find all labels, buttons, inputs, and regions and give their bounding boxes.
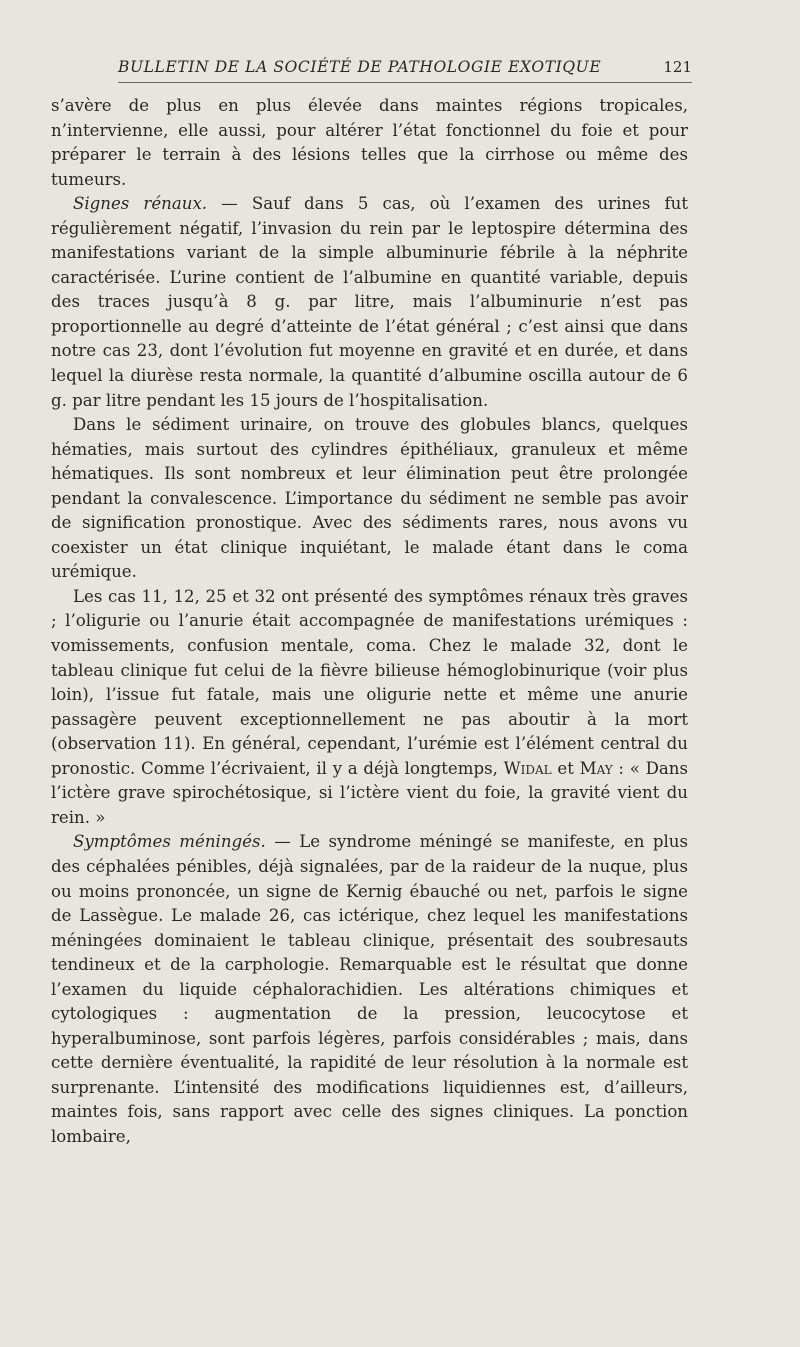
paragraph-uremie (51, 585, 688, 830)
page-number: 121 (663, 58, 692, 76)
section-heading: Symptômes méningés. (73, 832, 266, 852)
section-heading: Signes rénaux. (73, 194, 208, 214)
running-title: BULLETIN DE LA SOCIÉTÉ DE PATHOLOGIE EXOTIQUE (118, 58, 602, 76)
author-name: Widal (503, 758, 552, 778)
paragraph-symptomes-meninges (51, 830, 688, 1149)
paragraph-text: Les cas 11, 12, 25 et 32 ont présenté des symptômes rénaux très graves ; l’oligurie ou l’anurie était accompagnée de manifestations urémiques : vomissements, confusion mentale, coma. Chez le malade 32, dont le tableau clinique fut celui de la fièvre bilieuse hémoglobinurique (voir plus loin), l’issue fut fatale, mais une oligurie nette et même une anurie passagère peuvent exceptionnellement ne pas aboutir à la mort (observation 11). En général, cependant, l’urémie est l’élément central du pronostic. Comme l’écrivaient, il y a déjà longtemps, (51, 586, 688, 778)
paragraph-text: : « Dans l’ictère grave spirochétosique, si l’ictère vient du foie, la gravité vient du rein. » (51, 758, 688, 827)
page-header (118, 56, 692, 83)
paragraph-text: — Sauf dans 5 cas, où l’examen des urines fut régulièrement négatif, l’invasion du rein par le leptospire détermina des manifestations variant de la simple albuminurie fébrile à la néphrite caractérisée. L’urine contient de l’albumine en quantité variable, depuis des traces jusqu’à 8 g. par litre, mais l’albuminurie n’est pas proportionnelle au degré d’atteinte de l’état général ; c’est ainsi que dans notre cas 23, dont l’évolution fut moyenne en gravité et en durée, et dans lequel la diurèse resta normale, la quantité d’albumine oscilla autour de 6 g. par litre pendant les 15 jours de l’hospitalisation. (51, 194, 688, 410)
paragraph-text: — Le syndrome méningé se manifeste, en plus des céphalées pénibles, déjà signalées, par de la raideur de la nuque, plus ou moins prononcée, un signe de Kernig ébauché ou net, parfois le signe de Lassègue. Le malade 26, cas ictérique, chez lequel les manifestations méningées dominaient le tableau clinique, présentait des soubresauts tendineux et de la carphologie. Remarquable est le résultat que donne l’examen du liquide céphalorachidien. Les altérations chimiques et cytologiques : augmentation de la pression, leucocytose et hyperalbuminose, sont parfois légères, parfois considérables ; mais, dans cette dernière éventualité, la rapidité de leur résolution à la normale est surprenante. L’intensité des modifications liquidiennes est, d’ailleurs, maintes fois, sans rapport avec celle des signes cliniques. La ponction lombaire, (51, 832, 688, 1146)
author-name: May (579, 758, 613, 778)
paragraph: s’avère de plus en plus élevée dans maintes régions tropicales, n’intervienne, elle aussi, pour altérer l’état fonctionnel du foie et pour préparer le terrain à des lésions telles que la cirrhose ou même des tumeurs. (51, 96, 688, 189)
paragraph-signes-renaux (51, 192, 688, 413)
paragraph-text: et (551, 758, 580, 778)
paragraph: Dans le sédiment urinaire, on trouve des globules blancs, quelques hématies, mais surtout des cylindres épithéliaux, granuleux et même hématiques. Ils sont nombreux et leur élimination peut être prolongée pendant la convalescence. L’importance du sédiment ne semble pas avoir de signification pronostique. Avec des sédiments rares, nous avons vu coexister un état clinique inquiétant, le malade étant dans le coma urémique. (51, 415, 688, 582)
body-text (51, 94, 688, 1150)
